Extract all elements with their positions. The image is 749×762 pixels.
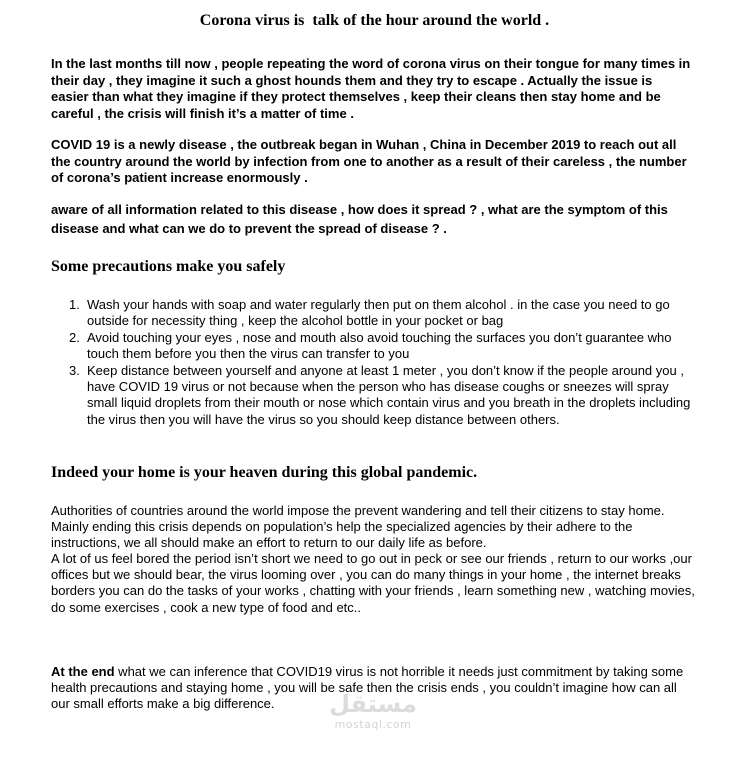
intro-paragraph-3: aware of all information related to this disease , how does it spread ? , what are the symptom of this disease and what can we do to prevent the spread of disease ? . — [51, 202, 668, 236]
home-paragraph-2: Mainly ending this crisis depends on population’s help the specialized agencies by their adhere to the instructions, we all should make an effort to return to our daily life as before. — [51, 519, 633, 551]
home-paragraph-3: A lot of us feel bored the period isn’t short we need to go out in peck or see our friends , return to our works ,our offices but we should bear, the virus looming over , you can do many things in your home , the internet breaks borders you can do the tasks of your works , chatting with your friends , learn something new , watching movies, do some exercises , cook a new type of food and etc.. — [51, 551, 695, 615]
list-item-number: 1. — [69, 297, 80, 312]
home-paragraph-1: Authorities of countries around the world impose the prevent wandering and tell their citizens to stay home. — [51, 503, 665, 518]
precautions-list — [51, 297, 691, 428]
list-item-number: 3. — [69, 362, 80, 378]
watermark-site: mostaql.com — [334, 718, 412, 731]
mostaql-watermark — [318, 690, 428, 731]
list-item-text: Avoid touching your eyes , nose and mouth also avoid touching the surfaces you don’t guarantee who touch them before you then the virus can transfer to you — [87, 329, 672, 362]
list-item — [51, 330, 691, 363]
list-item-number: 2. — [69, 329, 80, 345]
list-item — [51, 297, 691, 330]
home-section — [51, 503, 696, 616]
watermark-logo: مستقل — [329, 690, 417, 718]
list-item-text: Keep distance between yourself and anyone at least 1 meter , you don’t know if the people around you , have COVID 19 virus or not because when the person who has disease coughs or sneezes will spray small liquid droplets from their mouth or nose which contain virus and you breath in the droplets including the virus then you will have the virus so you should keep distance between others. — [87, 362, 691, 427]
home-heading: Indeed your home is your heaven during this global pandemic. — [51, 464, 478, 481]
intro-paragraph-2: COVID 19 is a newly disease , the outbreak began in Wuhan , China in December 2019 to reach out all the country around the world by infection from one to another as a result of their careless , the number of corona’s patient increase enormously . — [51, 137, 687, 186]
conclusion-text: what we can inference that COVID19 virus is not horrible it needs just commitment by taking some health precautions and staying home , you will be safe then the crisis ends , you couldn’t imagine how can all our small efforts make a big difference. — [51, 664, 684, 712]
list-item-text: Wash your hands with soap and water regularly then put on them alcohol . in the case you need to go outside for necessity thing , keep the alcohol bottle in your pocket or bag — [87, 297, 670, 329]
conclusion-lead: At the end — [51, 664, 115, 679]
precautions-heading: Some precautions make you safely — [51, 258, 286, 275]
list-item — [51, 363, 691, 429]
intro-paragraph-1: In the last months till now , people repeating the word of corona virus on their tongue for many times in their day , they imagine it such a ghost hounds them and they try to escape . Actually the issue is easier than what they imagine if they protect themselves , keep their cleans then stay home and be careful , the crisis will finish it’s a matter of time . — [51, 56, 691, 121]
document-title: Corona virus is talk of the hour around the world . — [199, 12, 550, 29]
